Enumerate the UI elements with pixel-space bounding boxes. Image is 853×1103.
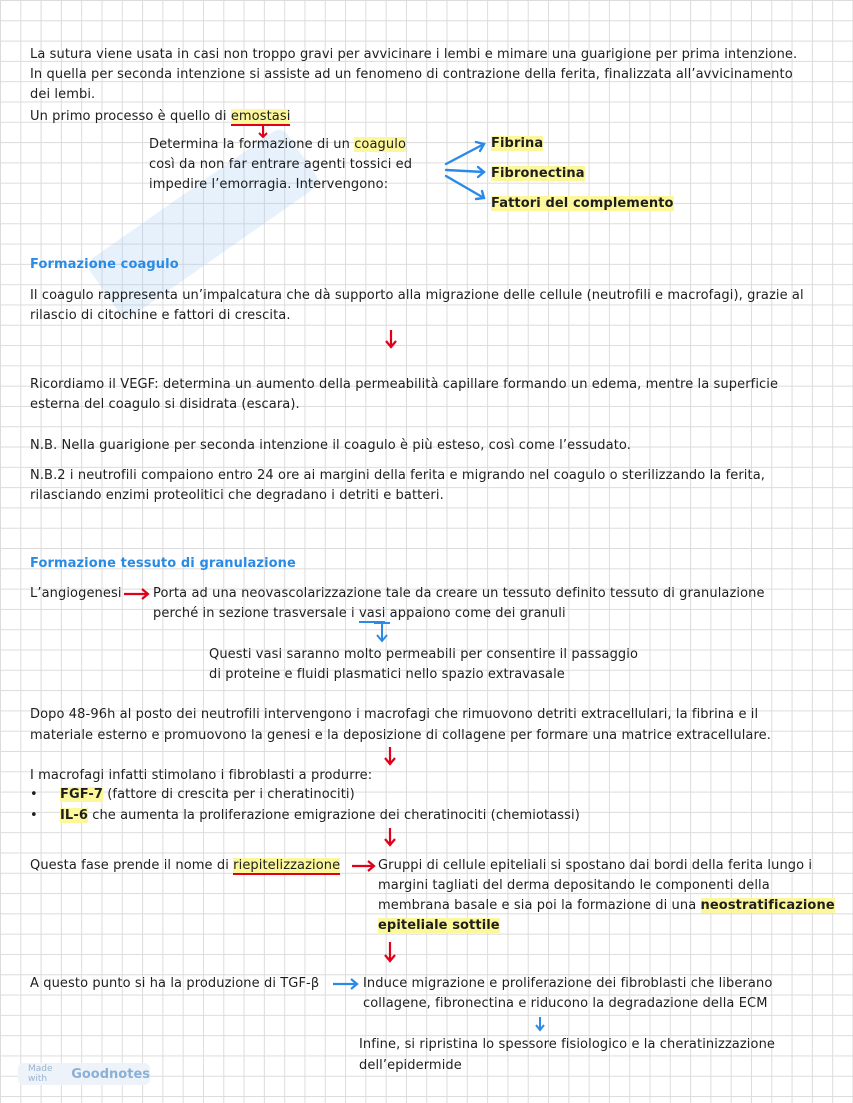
goodnotes-badge: Made with Goodnotes — [18, 1063, 150, 1085]
term-riepitelizzazione: riepitelizzazione — [233, 858, 341, 873]
fibroblasti-intro: I macrofagi infatti stimolano i fibroblasti a produrre: — [30, 768, 373, 783]
term-emostasi: emostasi — [230, 109, 291, 124]
term-coagulo: coagulo — [354, 137, 407, 152]
list-item-fibronectina: Fibronectina — [491, 166, 585, 181]
intro-line-4: Un primo processo è quello di emostasi — [30, 109, 291, 124]
tgf-line-1: Induce migrazione e proliferazione dei fibroblasti che liberano — [363, 976, 773, 991]
term-vasi: vasi — [358, 606, 386, 621]
arrow-right-icon — [124, 587, 152, 601]
riep-line-2: margini tagliati del derma depositando le componenti della — [378, 878, 770, 893]
riepitelizzazione-label: Questa fase prende il nome di riepitelizzazione — [30, 858, 341, 873]
arrow-right-icon — [333, 977, 361, 991]
intro-line-1: La sutura viene usata in casi non troppo gravi per avvicinare i lembi e mimare una guarigione per prima intenzione. — [30, 47, 798, 62]
arrow-down-icon — [382, 747, 398, 767]
intro-line-3: dei lembi. — [30, 87, 96, 102]
final-line-2: dell’epidermide — [359, 1058, 462, 1073]
heading-formazione-granulazione: Formazione tessuto di granulazione — [30, 556, 296, 571]
arrow-down-icon — [382, 828, 398, 848]
coagulo-nb1: N.B. Nella guarigione per seconda intenzione il coagulo è più esteso, così come l’essudato. — [30, 438, 631, 453]
riep-line-1: Gruppi di cellule epiteliali si spostano dai bordi della ferita lungo i — [378, 858, 813, 873]
coagulo-nb2-line-1: N.B.2 i neutrofili compaiono entro 24 ore ai margini della ferita e migrando nel coagulo o sterilizzando la ferita, — [30, 468, 766, 483]
macrofagi-line-2: materiale esterno e promuovono la genesi e la deposizione di collagene per formare una matrice extracellulare. — [30, 728, 771, 743]
final-line-1: Infine, si ripristina lo spessore fisiologico e la cheratinizzazione — [359, 1037, 776, 1052]
arrow-down-icon — [533, 1017, 547, 1033]
angiogenesi-label: L’angiogenesi — [30, 586, 122, 601]
macrofagi-line-1: Dopo 48-96h al posto dei neutrofili intervengono i macrofagi che rimuovono detriti extracellulari, la fibrina e il — [30, 707, 759, 722]
arrow-down-icon — [373, 622, 391, 644]
tgf-label: A questo punto si ha la produzione di TGF-β — [30, 976, 320, 991]
heading-formazione-coagulo: Formazione coagulo — [30, 257, 179, 272]
arrow-right-icon — [352, 859, 378, 873]
list-item-complemento: Fattori del complemento — [491, 196, 674, 211]
arrow-down-icon — [382, 942, 398, 964]
arrow-down-icon — [383, 330, 399, 350]
bullet-fgf7: • FGF-7 (fattore di crescita per i cheratinociti) — [30, 787, 355, 802]
emostasi-line-3: impedire l’emorragia. Intervengono: — [149, 177, 389, 192]
coagulo-p1-line-2: rilascio di citochine e fattori di crescita. — [30, 308, 291, 323]
intro-line-2: In quella per seconda intenzione si assiste ad un fenomeno di contrazione della ferita, finalizzata all’avvicinamento — [30, 67, 793, 82]
coagulo-p2-line-1: Ricordiamo il VEGF: determina un aumento della permeabilità capillare formando un edema, mentre la superficie — [30, 377, 779, 392]
vasi-line-2: di proteine e fluidi plasmatici nello spazio extravasale — [209, 667, 565, 682]
branch-arrows-icon — [440, 136, 490, 208]
riep-line-4: epiteliale sottile — [378, 918, 500, 933]
emostasi-line-2: così da non far entrare agenti tossici ed — [149, 157, 413, 172]
emostasi-line-1: Determina la formazione di un coagulo — [149, 137, 407, 152]
angiogenesi-line-2: perché in sezione trasversale i vasi appaiono come dei granuli — [153, 606, 566, 621]
coagulo-p1-line-1: Il coagulo rappresenta un’impalcatura che dà supporto alla migrazione delle cellule (neutrofili e macrofagi), grazie al — [30, 288, 804, 303]
bullet-il6: • IL-6 che aumenta la proliferazione emigrazione dei cheratinociti (chemiotassi) — [30, 808, 580, 823]
list-item-fibrina: Fibrina — [491, 136, 544, 151]
watermark-logo — [57, 87, 383, 374]
angiogenesi-line-1: Porta ad una neovascolarizzazione tale da creare un tessuto definito tessuto di granulazione — [153, 586, 765, 601]
vasi-line-1: Questi vasi saranno molto permeabili per consentire il passaggio — [209, 647, 639, 662]
coagulo-p2-line-2: esterna del coagulo si disidrata (escara). — [30, 397, 300, 412]
riep-line-3: membrana basale e sia poi la formazione di una neostratificazione — [378, 898, 835, 913]
tgf-line-2: collagene, fibronectina e riducono la degradazione della ECM — [363, 996, 768, 1011]
coagulo-nb2-line-2: rilasciando enzimi proteolitici che degradano i detriti e batteri. — [30, 488, 444, 503]
